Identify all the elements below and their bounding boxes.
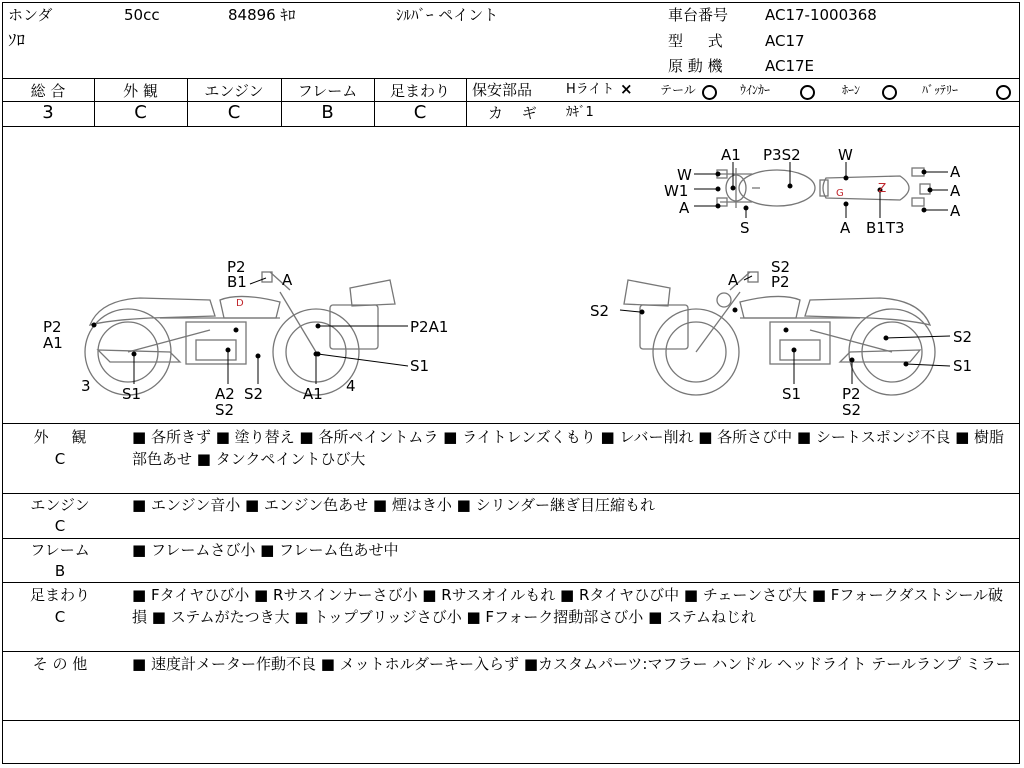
engine-code-value: AC17E	[765, 57, 815, 75]
section-grade: C	[54, 608, 66, 626]
diag-label: S	[740, 219, 750, 237]
frame-number-value: AC17-1000368	[765, 6, 877, 24]
model-code-label: 型 式	[668, 32, 723, 50]
safety-item-tail: テール	[660, 83, 696, 97]
diag-label: P2	[771, 273, 790, 291]
section-text: ■ Fタイヤひび小 ■ Rサスインナーさび小 ■ Rサスオイルもれ ■ Rタイヤひび中 ■ チェーンさび大 ■ Fフォークダストシール破損 ■ ステムがたつき大 ■ トップブリッジさび小 ■ Fフォーク摺動部さび小 ■ ステムねじれ	[132, 586, 1004, 626]
diag-label: 3	[81, 377, 91, 395]
key-value: ｶｷﾞ1	[566, 105, 594, 120]
diag-label: S2	[771, 258, 791, 276]
engine-code-label: 原 動 機	[668, 57, 723, 75]
diag-label: P2	[842, 385, 861, 403]
diag-label: S2	[842, 401, 862, 419]
safety-item-winker: ｳｲﾝｶｰ	[740, 83, 771, 97]
model-name: ｿﾛ	[8, 31, 25, 51]
diag-label: A	[679, 199, 690, 217]
svg-text:Z: Z	[878, 181, 887, 195]
section-label: そ の 他	[32, 655, 88, 673]
section-grade: B	[54, 562, 66, 580]
section-text: ■ 各所きず ■ 塗り替え ■ 各所ペイントムラ ■ ライトレンズくもり ■ レバー削れ ■ 各所さび中 ■ シートスポンジ不良 ■ 樹脂部色あせ ■ タンクペイントひび大	[132, 428, 1005, 468]
diag-label: A	[282, 271, 293, 289]
divider	[2, 582, 1020, 583]
diag-label: A	[728, 271, 739, 289]
safety-item-horn: ﾎｰﾝ	[842, 83, 861, 97]
divider	[2, 651, 1020, 652]
diag-label: P2	[227, 258, 246, 276]
top-view-bike	[717, 168, 930, 208]
diag-label: P2A1	[410, 318, 449, 336]
grade-overall: 3	[42, 102, 54, 123]
diag-label: 4	[346, 377, 356, 395]
section-label: エンジン	[30, 496, 90, 514]
diag-label: A1	[303, 385, 323, 403]
frame-number-label: 車台番号	[668, 6, 729, 24]
diag-label: P2	[43, 318, 62, 336]
svg-text:D: D	[236, 298, 244, 309]
section-text: ■ フレームさび小 ■ フレーム色あせ中	[132, 541, 399, 559]
color: ｼﾙﾊﾞｰ ペイント	[396, 6, 499, 24]
safety-mark-headlight: ×	[620, 80, 633, 98]
diag-label: P3S2	[763, 146, 801, 164]
safety-item-battery: ﾊﾞｯﾃﾘｰ	[922, 83, 959, 97]
diag-label: B1T3	[866, 219, 905, 237]
maker: ホンダ	[8, 6, 53, 24]
section-grade: C	[54, 450, 66, 468]
diag-label: A1	[721, 146, 741, 164]
safety-item-headlight: Hライト	[566, 82, 615, 97]
diag-label: W	[838, 146, 853, 164]
model-code-value: AC17	[765, 32, 805, 50]
grade-suspension: C	[413, 102, 427, 123]
grade-frame: B	[321, 102, 334, 123]
diag-label: S2	[244, 385, 264, 403]
diag-label: A1	[43, 334, 63, 352]
diag-label: S1	[410, 357, 430, 375]
grade-header-exterior: 外 観	[123, 82, 158, 100]
diag-label: S1	[122, 385, 142, 403]
displacement: 50cc	[124, 6, 160, 24]
diag-label: S2	[590, 302, 610, 320]
mileage: 84896 ｷﾛ	[228, 6, 296, 24]
diag-label: W1	[664, 182, 689, 200]
section-label: 外 観	[33, 428, 87, 446]
diag-label: A2	[215, 385, 235, 403]
divider	[2, 720, 1020, 721]
svg-text:G: G	[836, 188, 844, 199]
safety-label: 保安部品	[472, 81, 533, 99]
grade-engine: C	[227, 102, 241, 123]
diag-label: A	[950, 182, 961, 200]
diag-label: W	[677, 166, 692, 184]
grade-header-frame: フレーム	[297, 82, 358, 100]
section-text: ■ エンジン音小 ■ エンジン色あせ ■ 煙はき小 ■ シリンダー継ぎ目圧縮もれ	[132, 496, 655, 514]
diag-label: S1	[782, 385, 802, 403]
diag-label: S2	[953, 328, 973, 346]
grade-header-overall: 総 合	[30, 82, 66, 100]
diag-label: S1	[953, 357, 973, 375]
grade-header-engine: エンジン	[204, 82, 264, 100]
section-label: 足まわり	[29, 586, 90, 604]
key-label: カ ギ	[488, 104, 537, 122]
section-text: ■ 速度計メーター作動不良 ■ メットホルダーキー入らず ■カスタムパーツ:マフラー ハンドル ヘッドライト テールランプ ミラー	[132, 655, 1011, 673]
diag-label: B1	[227, 273, 247, 291]
diag-label: A	[950, 202, 961, 220]
grade-exterior: C	[134, 102, 147, 123]
section-label: フレーム	[30, 541, 90, 559]
grade-header-suspension: 足まわり	[389, 82, 450, 100]
diag-label: A	[840, 219, 851, 237]
section-grade: C	[54, 517, 66, 535]
diag-label: S2	[215, 401, 235, 419]
diag-label: A	[950, 163, 961, 181]
